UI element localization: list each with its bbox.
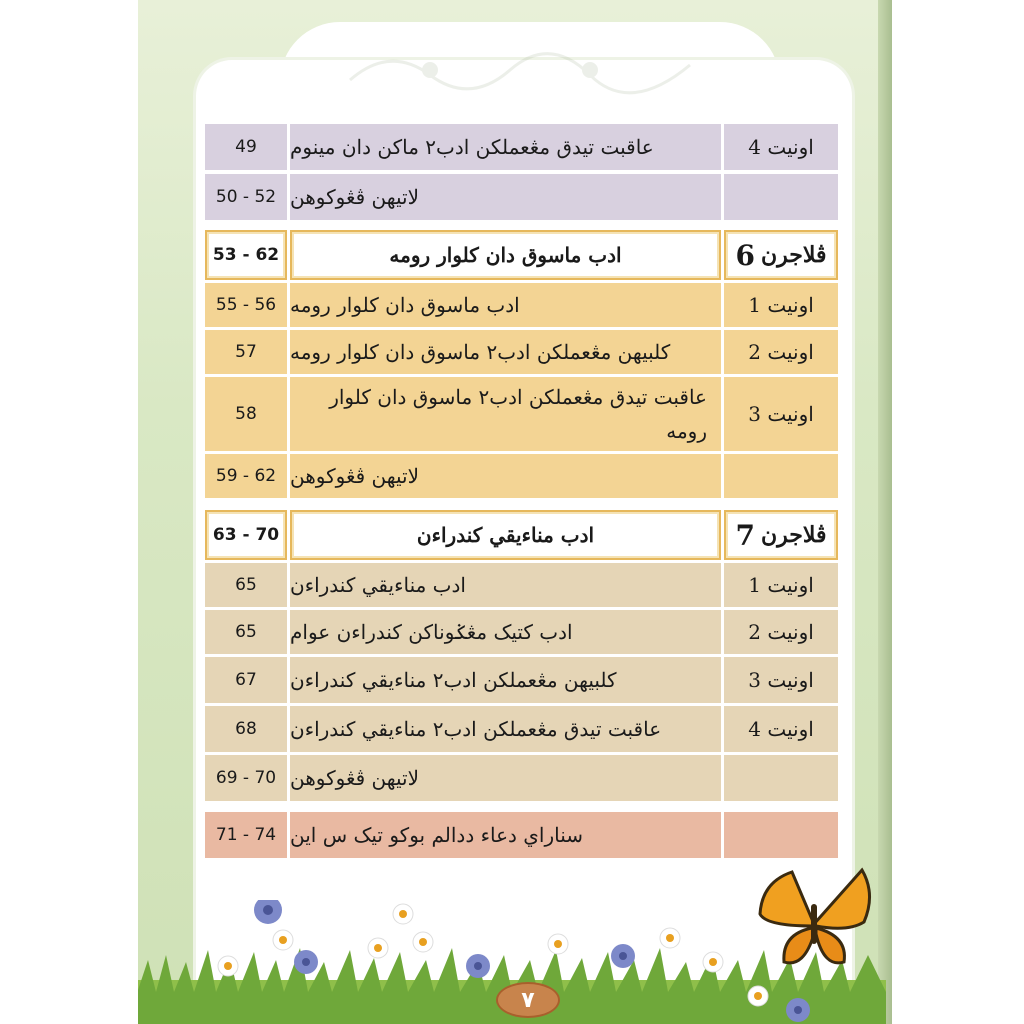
table-row [205, 610, 838, 654]
row-title[interactable]: لاتيهن ڤڠوكوهن [290, 755, 721, 801]
row-pages: 57 [205, 330, 287, 374]
row-label: اونيت 1 [724, 563, 838, 607]
chapter-label [724, 230, 838, 280]
floral-motif-icon [330, 40, 710, 100]
table-row [205, 657, 838, 703]
table-row [205, 330, 838, 374]
row-pages: 71 - 74 [205, 812, 287, 858]
chapter-header-row [205, 230, 838, 280]
chapter-number: 7 [735, 518, 755, 552]
row-title[interactable]: لاتيهن ڤڠوكوهن [290, 174, 721, 220]
table-row [205, 706, 838, 752]
row-pages: 65 [205, 610, 287, 654]
row-label [724, 812, 838, 858]
row-title[interactable]: ادب ماسوق دان کلوار روم‍ه [290, 283, 721, 327]
chapter-word: ڤلاجرن [760, 522, 827, 548]
row-title[interactable]: عاقبت تيدق مڠعملکن ادب٢ ماسوق دان کلوار روم‍ه [290, 377, 721, 451]
row-pages: 68 [205, 706, 287, 752]
row-title[interactable]: کلبيهن مڠعملکن ادب٢ مناءيقي کندراءن [290, 657, 721, 703]
chapter-number: 6 [735, 238, 755, 272]
butterfly-icon [752, 864, 876, 974]
row-pages: 67 [205, 657, 287, 703]
row-label: اونيت 3 [724, 657, 838, 703]
row-label: اونيت 1 [724, 283, 838, 327]
chapter-title[interactable]: ادب ماسوق دان کلوار روم‍ه [290, 230, 721, 280]
row-title[interactable]: کلبيهن مڠعملکن ادب٢ ماسوق دان کلوار روم‍ه [290, 330, 721, 374]
table-row [205, 283, 838, 327]
chapter-word: ڤلاجرن [760, 242, 827, 268]
row-label [724, 454, 838, 498]
row-title[interactable]: عاقبت تيدق مڠعملکن ادب٢ مناءيقي کندراءن [290, 706, 721, 752]
row-title[interactable]: عاقبت تيدق مڠعملکن ادب٢ ماکن دان مينوم [290, 124, 721, 170]
chapter-title[interactable]: ادب مناءيقي کندراءن [290, 510, 721, 560]
row-label [724, 174, 838, 220]
row-title[interactable]: ادب مناءيقي کندراءن [290, 563, 721, 607]
table-row [205, 755, 838, 801]
table-row [205, 812, 838, 858]
row-pages: 58 [205, 377, 287, 451]
page-edge [878, 0, 892, 1024]
chapter-label [724, 510, 838, 560]
page-number: ٧ [496, 982, 560, 1018]
row-pages: 65 [205, 563, 287, 607]
row-pages: 69 - 70 [205, 755, 287, 801]
chapter-header-row [205, 510, 838, 560]
row-pages: 59 - 62 [205, 454, 287, 498]
table-row [205, 174, 838, 220]
row-title[interactable]: لاتيهن ڤڠوكوهن [290, 454, 721, 498]
row-label: اونيت 2 [724, 610, 838, 654]
table-row [205, 454, 838, 498]
row-pages: 50 - 52 [205, 174, 287, 220]
table-row [205, 124, 838, 170]
row-pages: 55 - 56 [205, 283, 287, 327]
row-pages: 49 [205, 124, 287, 170]
row-label: اونيت 3 [724, 377, 838, 451]
chapter-pages: 63 - 70 [205, 510, 287, 560]
table-row [205, 563, 838, 607]
row-title[interactable]: ادب کتيک مڠݢوناکن کندراءن عوام [290, 610, 721, 654]
chapter-pages: 53 - 62 [205, 230, 287, 280]
row-label: اونيت 4 [724, 124, 838, 170]
row-label [724, 755, 838, 801]
row-title[interactable]: سناراي دعاء ددالم بوکو تيک س اين [290, 812, 721, 858]
table-row [205, 377, 838, 451]
row-label: اونيت 2 [724, 330, 838, 374]
row-label: اونيت 4 [724, 706, 838, 752]
